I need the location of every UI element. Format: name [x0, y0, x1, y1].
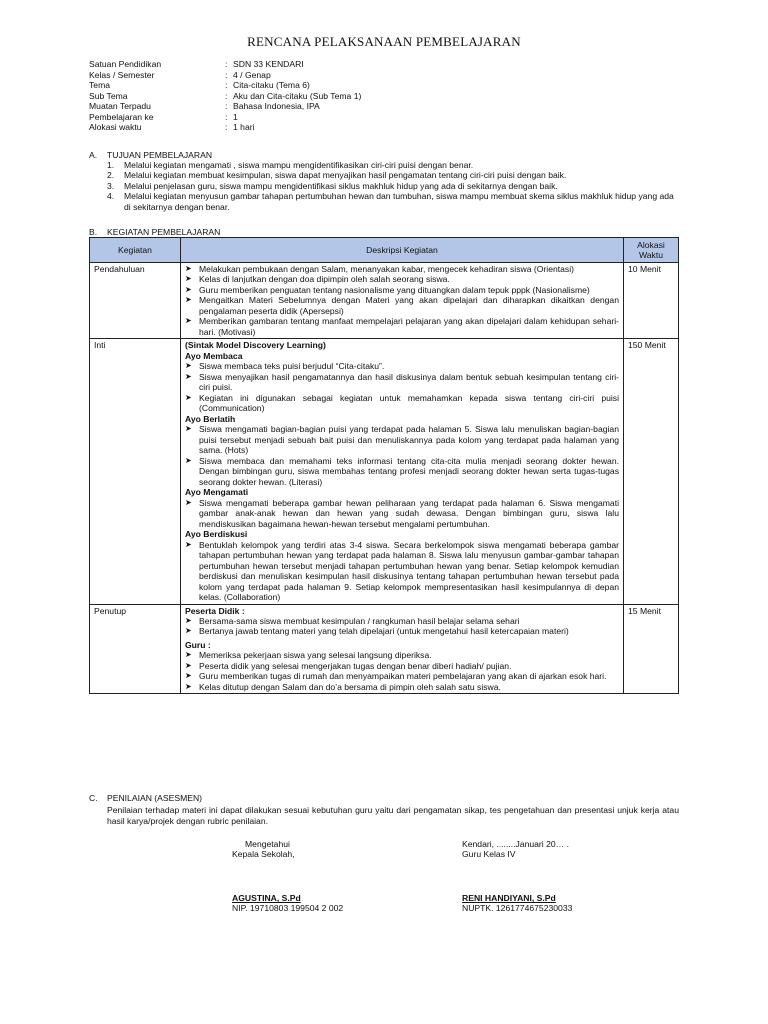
- header-alokasi: Alokasi Waktu: [624, 238, 679, 263]
- bullet-text: Siswa membaca dan memahami teks informasi tentang cita-cita mulia menjadi seorang dokter hewan. Dengan bimbingan guru, siswa membahas tentang profesi menjadi seorang dokter hewan serta tugas-tugas seorang dokter hewan. (Literasi): [199, 455, 619, 487]
- info-colon: :: [225, 111, 228, 122]
- info-row: [89, 80, 361, 91]
- goal-text: Melalui penjelasan guru, siswa mampu mengidentifikasi siklus makhluk hidup yang ada di sekitarnya dengan baik.: [124, 180, 558, 191]
- bullet-item: [185, 295, 619, 316]
- section-c-heading: [89, 793, 679, 803]
- bullet-text: Kelas ditutup dengan Salam dan do’a bersama di pimpin oleh salah satu siswa.: [199, 681, 501, 692]
- info-colon: :: [225, 101, 228, 111]
- info-row: [89, 101, 361, 112]
- goal-text: Melalui kegiatan membuat kesimpulan, siswa dapat menyajikan hasil pengamatan tentang ciri-ciri puisi dengan baik.: [124, 170, 567, 181]
- info-label: Sub Tema: [89, 90, 128, 101]
- arrow-bullet-icon: ➤: [185, 424, 192, 434]
- bullet-text: Mengaitkan Materi Sebelumnya dengan Materi yang akan dipelajari dan diharapkan dikaitkan dengan pengalaman peserta didik (Apersepsi): [199, 295, 619, 316]
- bullet-item: [185, 682, 619, 692]
- bullet-text: Siswa mengamati beberapa gambar hewan peliharaan yang terdapat pada halaman 6. Siswa mengamati gambar anak-anak hewan dan hewan yang sudah dewasa. Dengan bimbingan guru, siswa lalu mendiskusikan bagaimana hewan-hewan tersebut mengalami pertumbuhan.: [199, 497, 619, 529]
- arrow-bullet-icon: ➤: [185, 671, 192, 681]
- bullet-item: [185, 361, 619, 371]
- goal-text: Melalui kegiatan mengamati , siswa mampu mengidentifikasikan ciri-ciri puisi dengan benar.: [124, 160, 474, 170]
- bullet-text: Memberikan gambaran tentang manfaat mempelajari pelajaran yang akan dipelajari dalam kehidupan sehari-hari. (Motivasi): [199, 316, 619, 337]
- bullet-item: [185, 661, 619, 671]
- bullet-text: Siswa membaca teks puisi berjudul “Cita-citaku”.: [199, 361, 385, 372]
- goal-number: 2.: [107, 170, 115, 181]
- headmaster-nip: NIP. 19710803 199504 2 002: [232, 903, 344, 914]
- bullet-text: Memeriksa pekerjaan siswa yang selesai langsung diperiksa.: [199, 650, 432, 661]
- table-row-penutup: [90, 604, 679, 694]
- info-label: Satuan Pendidikan: [89, 59, 162, 69]
- bullet-text: Bentuklah kelompok yang terdiri atas 3-4 siswa. Secara berkelompok siswa mengamati beberapa gambar tahapan pertumbuhan hewan yang terdapat pada halaman 8. Siswa lalu menyusun gambar-gambar tahapan pertumbuhan hewan tersebut menjadi tahapan pertumbuhan hewan yang benar. Setiap kelompok kemudian berdiskusi dan menuliskan kesimpulan hasil diskusinya tentang tahapan pertumbuhan hewan tersebut pada kolom yang terdapat pada halaman 9. Setiap kelompok mempresentasikan hasil kesimpulannya di depan kelas. (Collaboration): [199, 539, 619, 603]
- arrow-bullet-icon: ➤: [185, 284, 192, 294]
- info-value: Bahasa Indonesia, IPA: [233, 101, 320, 111]
- penutup-description: [181, 604, 624, 694]
- bullet-item: [185, 456, 619, 487]
- arrow-bullet-icon: ➤: [185, 295, 192, 305]
- sign-left-line1: Mengetahui: [245, 839, 290, 849]
- bullet-text: Kelas di lanjutkan dengan doa dipimpin oleh salah seorang siswa.: [199, 274, 450, 285]
- header-kegiatan: Kegiatan: [90, 238, 181, 263]
- info-row: [89, 70, 361, 81]
- info-colon: :: [225, 59, 228, 69]
- goal-text: Melalui kegiatan menyusun gambar tahapan pertumbuhan hewan dan tumbuhan, siswa mampu membuat skema siklus makhluk hidup yang ada di sekitarnya dengan benar.: [124, 191, 674, 212]
- section-c-number: C.: [89, 793, 98, 803]
- info-label: Kelas / Semester: [89, 69, 155, 80]
- time-pendahuluan: 10 Menit: [624, 263, 679, 339]
- sign-left-line2: Kepala Sekolah,: [232, 849, 295, 860]
- ayo-mengamati-heading: Ayo Mengamati: [185, 487, 249, 498]
- ayo-berdiskusi-heading: Ayo Berdiskusi: [185, 529, 248, 540]
- info-row: [89, 112, 361, 123]
- headmaster-name: AGUSTINA, S.Pd: [232, 892, 301, 903]
- ayo-berlatih-heading: Ayo Berlatih: [185, 413, 236, 424]
- ayo-membaca-heading: Ayo Membaca: [185, 350, 243, 361]
- info-label: Muatan Terpadu: [89, 101, 151, 111]
- arrow-bullet-icon: ➤: [185, 316, 192, 326]
- goal-item: [107, 160, 679, 170]
- bullet-item: [185, 316, 619, 337]
- goal-item: [107, 170, 679, 180]
- arrow-bullet-icon: ➤: [185, 392, 192, 402]
- info-row: [89, 122, 361, 133]
- teacher-name: RENI HANDIYANI, S.Pd: [462, 892, 556, 903]
- bullet-text: Kegiatan ini digunakan sebagai kegiatan untuk memahamkan kepada siswa tentang ciri-ciri puisi (Communication): [199, 392, 619, 414]
- row-label-penutup: Penutup: [90, 604, 181, 694]
- time-inti: 150 Menit: [624, 339, 679, 604]
- arrow-bullet-icon: ➤: [185, 497, 192, 507]
- signature-right: [462, 839, 572, 914]
- sign-right-line1: Kendari, ........Januari 20… .: [462, 839, 569, 849]
- identity-block: [89, 59, 361, 133]
- info-value: 1: [233, 111, 238, 122]
- bullet-item: [185, 264, 619, 274]
- document-title: RENCANA PELAKSANAAN PEMBELAJARAN: [247, 34, 521, 49]
- goals-list: [107, 160, 679, 212]
- goal-item: [107, 181, 679, 191]
- arrow-bullet-icon: ➤: [185, 626, 192, 636]
- bullet-item: [185, 616, 619, 626]
- goal-item: [107, 191, 679, 212]
- header-deskripsi: Deskripsi Kegiatan: [181, 238, 624, 263]
- table-row-inti: [90, 339, 679, 604]
- sign-right-line2: Guru Kelas IV: [462, 849, 516, 860]
- arrow-bullet-icon: ➤: [185, 539, 192, 549]
- bullet-text: Siswa mengamati bagian-bagian puisi yang terdapat pada halaman 5. Siswa lalu menuliskan bagian-bagian puisi tersebut menjadi sebuah bait puisi dan menuliskannya pada kolom yang terdapat pada halaman yang sama. (Hots): [199, 424, 619, 456]
- info-colon: :: [225, 80, 228, 90]
- info-colon: :: [225, 69, 228, 80]
- bullet-item: [185, 393, 619, 414]
- activity-table: [89, 237, 679, 694]
- goal-number: 3.: [107, 180, 115, 191]
- model-heading: (Sintak Model Discovery Learning): [185, 340, 326, 351]
- info-value: SDN 33 KENDARI: [233, 59, 304, 69]
- bullet-text: Guru memberikan tugas di rumah dan menyampaikan materi pembelajaran yang akan di ajarkan esok hari.: [199, 671, 607, 682]
- inti-description: [181, 339, 624, 604]
- arrow-bullet-icon: ➤: [185, 660, 192, 670]
- guru-heading: Guru :: [185, 639, 211, 650]
- section-b-number: B.: [89, 227, 98, 237]
- bullet-text: Melakukan pembukaan dengan Salam, menanyakan kabar, mengecek kehadiran siswa (Orientasi): [199, 264, 574, 274]
- arrow-bullet-icon: ➤: [185, 650, 192, 660]
- bullet-item: [185, 498, 619, 529]
- bullet-text: Guru memberikan penguatan tentang nasionalisme yang dituangkan dalam tepuk pppk (Nasionalisme): [199, 284, 590, 295]
- section-a-title: TUJUAN PEMBELAJARAN: [107, 150, 213, 160]
- assessment-text: Penilaian terhadap materi ini dapat dilakukan sesuai kebutuhan guru yaitu dari pengamatan sikap, tes pengetahuan dan presentasi unjuk kerja atau hasil karya/projek dengan rubric penilaian.: [107, 805, 679, 826]
- table-row-pendahuluan: [90, 263, 679, 339]
- goal-number: 4.: [107, 191, 115, 202]
- arrow-bullet-icon: ➤: [185, 615, 192, 625]
- arrow-bullet-icon: ➤: [185, 264, 192, 273]
- goal-number: 1.: [107, 160, 115, 170]
- bullet-item: [185, 540, 619, 603]
- bullet-item: [185, 274, 619, 284]
- time-penutup: 15 Menit: [624, 604, 679, 694]
- bullet-text: Bersama-sama siswa membuat kesimpulan / rangkuman hasil belajar selama sehari: [199, 615, 520, 626]
- bullet-text: Siswa menyajikan hasil pengamatannya dan hasil diskusinya dalam bentuk sebuah kesimpulan tentang ciri-ciri puisi.: [199, 371, 619, 393]
- section-a-number: A.: [89, 150, 98, 160]
- arrow-bullet-icon: ➤: [185, 274, 192, 284]
- peserta-heading: Peserta Didik :: [185, 605, 245, 616]
- info-label: Tema: [89, 80, 111, 90]
- section-c-title: PENILAIAN (ASESMEN): [107, 793, 203, 803]
- info-colon: :: [225, 90, 228, 101]
- info-label: Alokasi waktu: [89, 122, 142, 132]
- info-value: Aku dan Cita-citaku (Sub Tema 1): [233, 90, 362, 101]
- info-label: Pembelajaran ke: [89, 111, 154, 122]
- section-a-heading: [89, 150, 212, 160]
- bullet-item: [185, 285, 619, 295]
- bullet-text: Peserta didik yang selesai mengerjakan tugas dengan benar diberi hadiah/ pujian.: [199, 660, 512, 671]
- section-b-heading: [89, 227, 220, 237]
- info-value: 4 / Genap: [233, 69, 271, 80]
- info-colon: :: [225, 122, 228, 132]
- bullet-item: [185, 424, 619, 455]
- bullet-text: Bertanya jawab tentang materi yang telah dipelajari (untuk mengetahui hasil ketercapaian materi): [199, 626, 569, 637]
- bullet-item: [185, 626, 619, 636]
- arrow-bullet-icon: ➤: [185, 455, 192, 465]
- table-header-row: [90, 238, 679, 263]
- info-value: Cita-citaku (Tema 6): [233, 80, 310, 90]
- info-row: [89, 59, 361, 70]
- teacher-nuptk: NUPTK. 1261774675230033: [462, 903, 573, 914]
- bullet-item: [185, 671, 619, 681]
- bullet-item: [185, 372, 619, 393]
- row-label-inti: Inti: [90, 339, 181, 604]
- signature-left: [232, 839, 343, 914]
- info-value: 1 hari: [233, 122, 255, 132]
- arrow-bullet-icon: ➤: [185, 681, 192, 691]
- section-b-title: KEGIATAN PEMBELAJARAN: [107, 227, 221, 237]
- arrow-bullet-icon: ➤: [185, 361, 192, 371]
- info-row: [89, 91, 361, 102]
- bullet-item: [185, 650, 619, 660]
- arrow-bullet-icon: ➤: [185, 371, 192, 381]
- row-label-pendahuluan: Pendahuluan: [90, 263, 181, 339]
- assessment-section: [89, 793, 679, 826]
- pendahuluan-description: [181, 263, 624, 339]
